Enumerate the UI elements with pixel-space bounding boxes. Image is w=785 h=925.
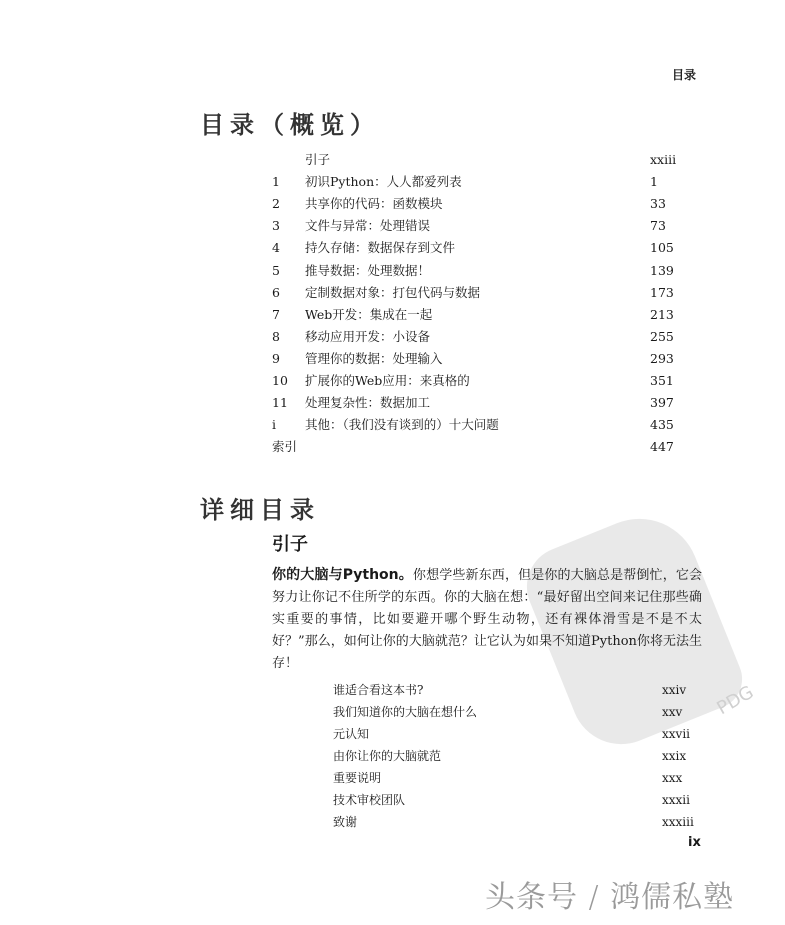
- chapter-number: 7: [272, 306, 280, 322]
- toc-entry[interactable]: [272, 193, 672, 215]
- section-title: 元认知: [333, 727, 370, 741]
- toc-subentry[interactable]: [333, 745, 703, 767]
- chapter-number: 3: [272, 218, 280, 234]
- toc-subentry[interactable]: [333, 679, 703, 701]
- chapter-title: 扩展你的Web应用：来真格的: [305, 373, 470, 388]
- toc-entry[interactable]: [272, 370, 672, 392]
- page-ref: xxxii: [662, 793, 690, 807]
- page-number: ix: [688, 835, 701, 850]
- toc-subentry[interactable]: [333, 789, 703, 811]
- chapter-number: i: [272, 417, 276, 433]
- page-ref: 73: [650, 218, 666, 234]
- toc-entry[interactable]: [272, 237, 672, 259]
- page-ref: xxxiii: [662, 815, 694, 829]
- chapter-title: 引子: [305, 152, 331, 167]
- page-ref: xxix: [662, 749, 687, 763]
- stamp-text: PDG: [713, 681, 758, 720]
- section-title: 谁适合看这本书?: [333, 683, 424, 697]
- toc-subentry[interactable]: [333, 811, 703, 833]
- page-ref: xxiv: [662, 683, 687, 697]
- page-ref: 213: [650, 306, 674, 322]
- toc-entry[interactable]: [272, 215, 672, 237]
- page-ref: xxx: [662, 771, 683, 785]
- section-title: 致谢: [333, 815, 358, 829]
- chapter-number: 8: [272, 328, 280, 344]
- chapter-title: 初识Python：人人都爱列表: [305, 174, 462, 190]
- page-ref: 105: [650, 240, 674, 256]
- section-title: 技术审校团队: [333, 793, 406, 807]
- section-title: 重要说明: [333, 771, 382, 785]
- toc-entry[interactable]: [272, 326, 672, 348]
- toc-entry[interactable]: [272, 392, 672, 414]
- chapter-number: 6: [272, 284, 280, 300]
- chapter-title: 文件与异常：处理错误: [305, 218, 431, 234]
- intro-lead: 你的大脑与Python。: [272, 567, 413, 583]
- detail-title: 详细目录: [200, 496, 320, 524]
- intro-body: 你想学些新东西，但是你的大脑总是帮倒忙，它会努力让你记不住所学的东西。你的大脑在想：“最好留出空间来记住那些确实重要的事情，比如要避开哪个野生动物，还有裸体滑雪是不是不太好？”那么，如何让你的大脑就范？让它认为如果不知道Python你将无法生存！: [272, 568, 702, 671]
- chapter-title: 推导数据：处理数据！: [305, 262, 431, 278]
- toc-entry[interactable]: [272, 436, 672, 458]
- page-ref: 1: [650, 174, 658, 190]
- overview-title: 目录（概览）: [200, 111, 380, 139]
- page-ref: 435: [650, 417, 674, 433]
- running-header: 目录: [672, 68, 697, 82]
- toc-entry[interactable]: [272, 304, 672, 326]
- page-ref: 447: [650, 439, 674, 455]
- toc-subentry[interactable]: [333, 723, 703, 745]
- chapter-intro: [272, 564, 702, 675]
- page-ref: 293: [650, 350, 674, 366]
- chapter-number: 4: [272, 240, 280, 256]
- detail-toc: [272, 679, 702, 833]
- chapter-title: 其他：（我们没有谈到的）十大问题: [305, 417, 499, 433]
- section-title: 由你让你的大脑就范: [333, 749, 442, 763]
- chapter-number: 5: [272, 262, 280, 278]
- toc-entry[interactable]: [272, 348, 672, 370]
- toc-entry[interactable]: [272, 282, 672, 304]
- toc-entry[interactable]: [272, 260, 672, 282]
- chapter-number: 1: [272, 174, 280, 190]
- chapter-title: 共享你的代码：函数模块: [305, 196, 443, 212]
- page-ref: xxiii: [650, 152, 677, 167]
- chapter-title: 定制数据对象：打包代码与数据: [305, 284, 481, 300]
- chapter-number: 2: [272, 196, 280, 212]
- toc-entry[interactable]: [272, 149, 677, 171]
- chapter-title: 管理你的数据：处理输入: [305, 350, 443, 366]
- chapter-number: 11: [272, 395, 288, 411]
- page-ref: 139: [650, 262, 674, 278]
- page-ref: 397: [650, 395, 674, 411]
- chapter-title: 引子: [272, 534, 308, 555]
- page-ref: 255: [650, 328, 674, 344]
- chapter-title: 移动应用开发：小设备: [305, 328, 431, 344]
- page-ref: 173: [650, 284, 674, 300]
- toc-entry[interactable]: [272, 414, 672, 436]
- chapter-title: 索引: [272, 439, 298, 455]
- chapter-title: 处理复杂性：数据加工: [305, 395, 431, 411]
- chapter-title: 持久存储：数据保存到文件: [305, 240, 456, 256]
- page-ref: xxv: [662, 705, 683, 719]
- toc-entry[interactable]: [272, 171, 672, 193]
- page-ref: xxvii: [662, 727, 690, 741]
- section-title: 我们知道你的大脑在想什么: [333, 705, 478, 719]
- chapter-number: 10: [272, 373, 288, 388]
- chapter-number: 9: [272, 350, 280, 366]
- page-ref: 351: [650, 373, 674, 388]
- watermark: 头条号 / 鸿儒私塾: [485, 880, 735, 915]
- toc-subentry[interactable]: [333, 701, 703, 723]
- chapter-title: Web开发：集成在一起: [305, 306, 433, 322]
- toc-subentry[interactable]: [333, 767, 703, 789]
- detail-section: [272, 564, 702, 833]
- page-ref: 33: [650, 196, 666, 212]
